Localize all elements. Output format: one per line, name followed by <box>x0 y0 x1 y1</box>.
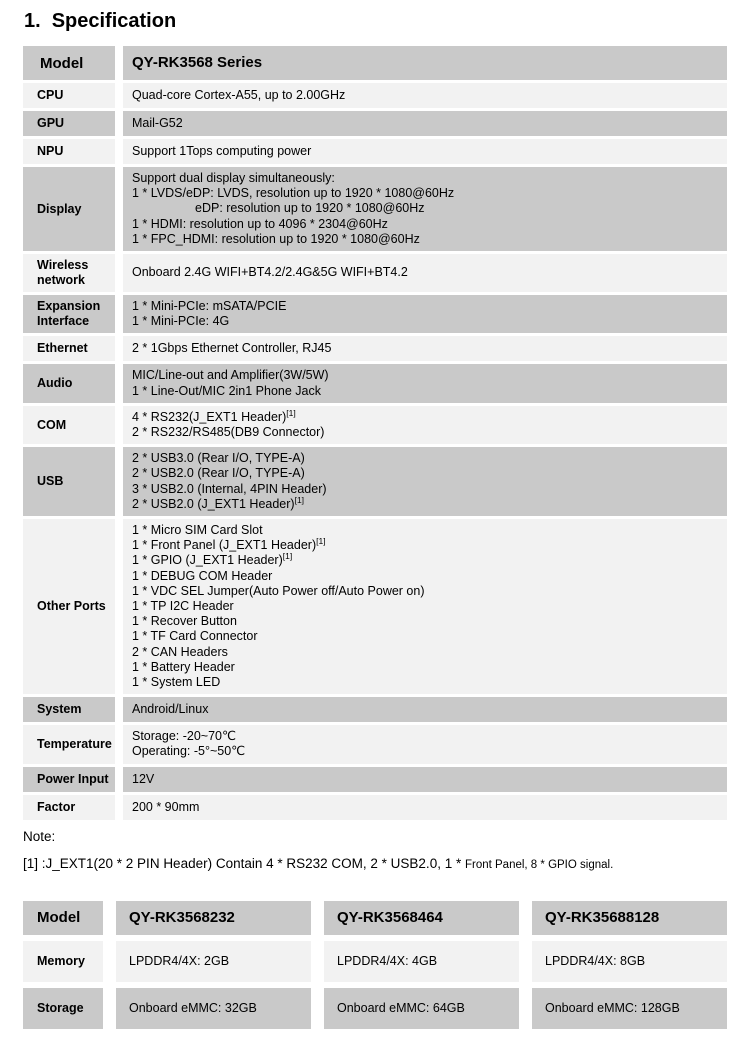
model-cell <box>324 941 519 982</box>
spec-value-text: 200 * 90mm <box>132 799 200 814</box>
model-name-text: QY-RK3568232 <box>129 909 235 927</box>
spec-row-label <box>23 447 115 516</box>
spec-value-line <box>132 384 719 399</box>
section-title: Specification <box>51 10 177 32</box>
spec-header-value <box>123 46 727 80</box>
spec-row-value <box>123 254 727 292</box>
spec-header-row <box>23 46 727 80</box>
spec-row-label <box>23 336 115 361</box>
spec-value-text: Storage: -20~70℃ <box>132 729 237 744</box>
spec-row-label-text: System <box>37 702 82 717</box>
spec-row <box>23 295 727 333</box>
spec-value-text: Quad-core Cortex-A55, up to 2.00GHz <box>132 87 346 102</box>
model-row-label <box>23 941 103 982</box>
spec-row-label <box>23 295 115 333</box>
model-row-label <box>23 988 103 1029</box>
spec-value-text: 1 * Line-Out/MIC 2in1 Phone Jack <box>132 383 321 398</box>
spec-row <box>23 725 727 763</box>
spec-value-line <box>132 675 719 690</box>
spec-value-line <box>132 584 719 599</box>
spec-value-line <box>132 660 719 675</box>
spec-row <box>23 111 727 136</box>
spec-row-value <box>123 295 727 333</box>
model-cell <box>324 988 519 1029</box>
spec-row <box>23 767 727 792</box>
spec-row-label-text: Wireless network <box>37 258 89 288</box>
spec-row-value <box>123 83 727 108</box>
spec-row-label <box>23 519 115 694</box>
spec-value-line <box>132 186 719 201</box>
spec-value-text: 1 * LVDS/eDP: LVDS, resolution up to 1920 * 1080@60Hz <box>132 186 455 201</box>
spec-value-text: Android/Linux <box>132 702 209 717</box>
spec-row-label-text: Ethernet <box>37 341 88 356</box>
spec-row <box>23 406 727 444</box>
model-cell-text: LPDDR4/4X: 4GB <box>337 954 438 969</box>
spec-value-text: eDP: resolution up to 1920 * 1080@60Hz <box>195 201 425 216</box>
spec-row-label <box>23 83 115 108</box>
spec-row-label-text: GPU <box>37 116 65 130</box>
model-name-text: QY-RK3568464 <box>337 909 443 927</box>
spec-value-line <box>132 341 719 356</box>
model-row <box>23 941 727 982</box>
spec-row <box>23 254 727 292</box>
spec-row-value <box>123 167 727 251</box>
spec-value-line <box>132 217 719 232</box>
model-row-label-text: Memory <box>37 954 85 969</box>
spec-row-value <box>123 767 727 792</box>
spec-value-text: 1 * Mini-PCIe: mSATA/PCIE <box>132 299 287 314</box>
spec-value-text: 1 * VDC SEL Jumper(Auto Power off/Auto Power on) <box>132 583 425 598</box>
spec-row-label <box>23 795 115 820</box>
spec-value-line <box>132 538 719 553</box>
spec-value-line <box>132 482 719 497</box>
spec-row-label-text: Power Input <box>37 771 109 786</box>
spec-row <box>23 447 727 516</box>
spec-row-value <box>123 336 727 361</box>
spec-value-text: 2 * USB2.0 (Rear I/O, TYPE-A) <box>132 466 305 481</box>
spec-value-text: 2 * USB2.0 (J_EXT1 Header) <box>132 496 295 511</box>
spec-row-label-text: Factor <box>37 799 76 814</box>
spec-value-line <box>132 201 719 216</box>
spec-row-value <box>123 364 727 402</box>
spec-header-value-text: QY-RK3568 Series <box>132 54 263 72</box>
spec-value-text: 1 * TF Card Connector <box>132 629 258 644</box>
model-header-row <box>23 901 727 935</box>
footnote-ref: [1] <box>294 494 305 505</box>
spec-value-text: 1 * Mini-PCIe: 4G <box>132 314 230 329</box>
spec-value-line <box>132 614 719 629</box>
model-cell <box>532 941 727 982</box>
model-cell-text: Onboard eMMC: 32GB <box>129 1001 257 1016</box>
section-number: 1. <box>24 10 41 32</box>
spec-row-value <box>123 725 727 763</box>
spec-row-label <box>23 364 115 402</box>
spec-row-label-text: NPU <box>37 144 64 158</box>
spec-value-line <box>132 466 719 481</box>
spec-value-text: 1 * System LED <box>132 675 221 690</box>
spec-value-text: 2 * CAN Headers <box>132 644 228 659</box>
spec-value-text: 1 * Front Panel (J_EXT1 Header) <box>132 538 317 553</box>
footnote-ref: [1] <box>282 551 293 562</box>
spec-row-value <box>123 139 727 164</box>
spec-value-text: Onboard 2.4G WIFI+BT4.2/2.4G&5G WIFI+BT4.2 <box>132 265 408 280</box>
spec-value-text: 1 * GPIO (J_EXT1 Header) <box>132 553 283 568</box>
model-row <box>23 988 727 1029</box>
spec-value-text: 1 * DEBUG COM Header <box>132 568 273 583</box>
spec-value-line <box>132 144 719 159</box>
spec-value-line <box>132 88 719 103</box>
model-cell-text: Onboard eMMC: 128GB <box>545 1001 680 1016</box>
spec-value-text: 4 * RS232(J_EXT1 Header) <box>132 409 287 424</box>
spec-row-value <box>123 406 727 444</box>
spec-row <box>23 697 727 722</box>
spec-value-text: 1 * Battery Header <box>132 659 235 674</box>
spec-value-text: 1 * Micro SIM Card Slot <box>132 523 263 538</box>
spec-value-line <box>132 523 719 538</box>
model-header-label-text: Model <box>37 909 81 927</box>
model-cell <box>116 988 311 1029</box>
spec-value-line <box>132 314 719 329</box>
spec-value-line <box>132 702 719 717</box>
spec-value-line <box>132 744 719 759</box>
spec-row-label-text: COM <box>37 417 67 432</box>
spec-value-line <box>132 494 719 512</box>
spec-value-text: Support dual display simultaneously: <box>132 171 335 185</box>
note-section <box>23 828 727 874</box>
spec-row-label <box>23 139 115 164</box>
spec-row-value <box>123 519 727 694</box>
model-table <box>23 901 727 1029</box>
spec-value-line <box>132 407 719 425</box>
spec-row-label <box>23 254 115 292</box>
model-cell-text: LPDDR4/4X: 8GB <box>545 954 646 969</box>
spec-row-value <box>123 111 727 136</box>
spec-row-label-text: Audio <box>37 376 73 391</box>
model-header-cell <box>116 901 311 935</box>
spec-row-label <box>23 725 115 763</box>
model-cell-text: LPDDR4/4X: 2GB <box>129 954 230 969</box>
spec-value-text: 2 * 1Gbps Ethernet Controller, RJ45 <box>132 341 332 356</box>
spec-value-line <box>132 553 719 568</box>
spec-row-label-text: Display <box>37 201 82 216</box>
model-header-cell <box>532 901 727 935</box>
model-row-label-text: Storage <box>37 1001 84 1016</box>
spec-row-label-text: USB <box>37 474 64 489</box>
spec-row-value <box>123 447 727 516</box>
footnote-ref: [1] <box>286 407 296 418</box>
spec-value-text: MIC/Line-out and Amplifier(3W/5W) <box>132 368 329 383</box>
note-part: [1] :J_EXT1(20 * 2 PIN Header) Contain 4 * RS232 COM, 2 * USB2.0, 1 * <box>23 855 465 871</box>
spec-value-text: 2 * RS232/RS485(DB9 Connector) <box>132 425 325 440</box>
spec-value-line <box>132 171 719 186</box>
spec-value-line <box>132 645 719 660</box>
spec-value-line <box>132 729 719 744</box>
footnote-ref: [1] <box>316 536 326 547</box>
spec-row-label <box>23 406 115 444</box>
spec-value-text: 1 * HDMI: resolution up to 4096 * 2304@60Hz <box>132 216 388 231</box>
spec-value-line <box>132 232 719 247</box>
model-name-text: QY-RK35688128 <box>545 909 660 927</box>
spec-value-line <box>132 116 719 131</box>
spec-value-line <box>132 599 719 614</box>
spec-row <box>23 519 727 694</box>
note-label: Note: <box>23 828 56 844</box>
spec-value-text: 1 * TP I2C Header <box>132 599 234 614</box>
spec-value-text: 2 * USB3.0 (Rear I/O, TYPE-A) <box>132 451 305 466</box>
spec-row-label-text: Other Ports <box>37 599 106 614</box>
spec-row-label-text: CPU <box>37 88 64 102</box>
page-title <box>24 10 727 33</box>
spec-row-label <box>23 767 115 792</box>
spec-row-label <box>23 697 115 722</box>
spec-value-text: 12V <box>132 771 155 786</box>
spec-row-label-text: Expansion Interface <box>37 299 101 329</box>
note-text <box>23 855 727 874</box>
spec-value-line <box>132 368 719 383</box>
spec-header-label-text: Model <box>40 54 84 72</box>
spec-row <box>23 336 727 361</box>
note-part: Front Panel, 8 * GPIO signal. <box>464 858 614 871</box>
model-cell-text: Onboard eMMC: 64GB <box>337 1001 465 1016</box>
model-header-label <box>23 901 103 935</box>
spec-row <box>23 167 727 251</box>
spec-value-line <box>132 629 719 644</box>
spec-value-line <box>132 265 719 280</box>
spec-value-text: 1 * FPC_HDMI: resolution up to 1920 * 1080@60Hz <box>132 231 420 246</box>
spec-row <box>23 83 727 108</box>
spec-value-text: Operating: -5°~50℃ <box>132 744 246 759</box>
spec-row-label <box>23 111 115 136</box>
spec-value-line <box>132 451 719 466</box>
spec-table <box>23 46 727 820</box>
spec-row-label <box>23 167 115 251</box>
spec-value-text: Support 1Tops computing power <box>132 143 312 158</box>
model-header-cell <box>324 901 519 935</box>
spec-row-value <box>123 795 727 820</box>
spec-row <box>23 139 727 164</box>
spec-value-text: Mail-G52 <box>132 115 183 130</box>
model-cell <box>532 988 727 1029</box>
spec-value-text: 1 * Recover Button <box>132 614 237 629</box>
spec-row-label-text: Temperature <box>37 736 112 751</box>
spec-value-line <box>132 299 719 314</box>
model-cell <box>116 941 311 982</box>
spec-value-text: 3 * USB2.0 (Internal, 4PIN Header) <box>132 481 327 496</box>
spec-row <box>23 364 727 402</box>
spec-value-line <box>132 772 719 787</box>
spec-row <box>23 795 727 820</box>
spec-value-line <box>132 800 719 815</box>
spec-row-value <box>123 697 727 722</box>
spec-value-line <box>132 425 719 440</box>
spec-value-line <box>132 569 719 584</box>
spec-header-label <box>23 46 115 80</box>
